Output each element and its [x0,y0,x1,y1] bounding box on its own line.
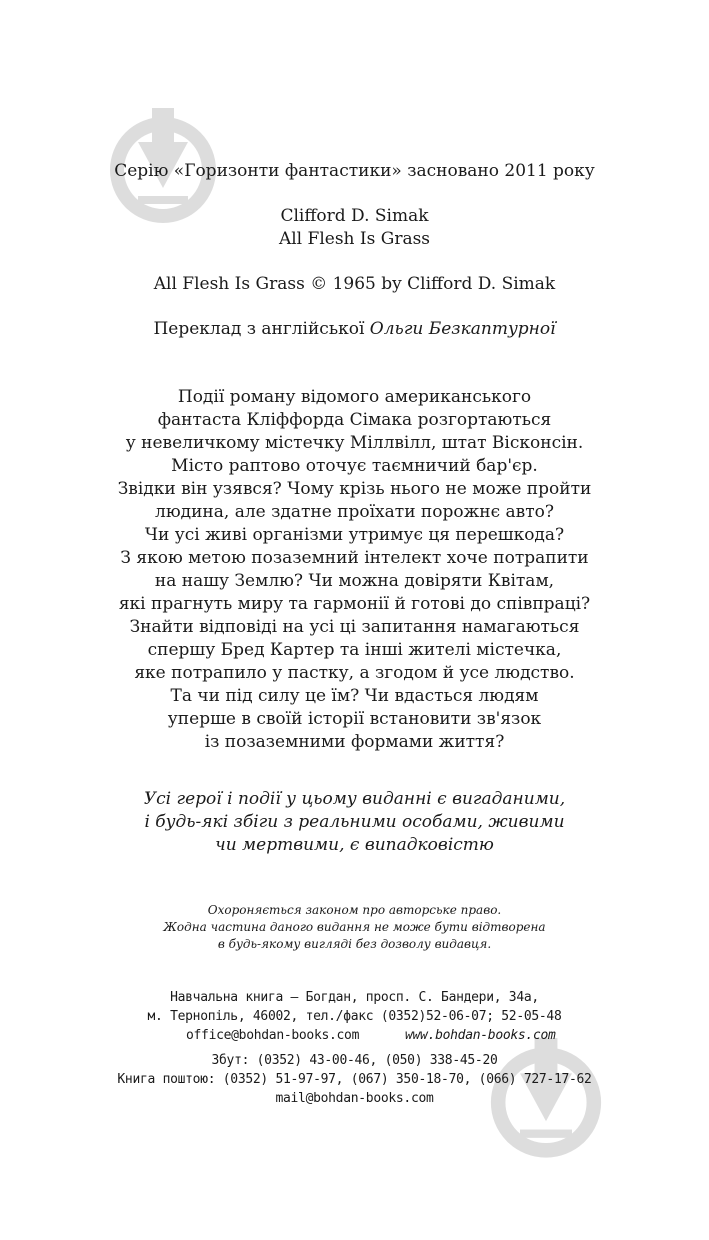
translator-name: Ольги Безкаптурної [369,319,556,339]
annotation-line: яке потрапило у пастку, а згодом й усе людство. [134,663,575,683]
disclaimer-line: чи мертвими, є випадковістю [215,835,494,855]
publisher-city-phone: м. Тернопіль, 46002, тел./факс (0352)52-06-07; 52-05-48 [147,1009,562,1024]
annotation-line: у невеличкому містечку Міллвілл, штат Вісконсін. [125,433,584,453]
annotation-line: фантаста Кліффорда Сімака розгортаються [157,410,552,430]
publisher-address: Навчальна книга — Богдан, просп. С. Бандери, 34а, [170,990,539,1005]
mail-email[interactable]: mail@bohdan-books.com [275,1091,434,1106]
publisher-website[interactable]: www.bohdan-books.com [405,1028,556,1043]
annotation-line: Знайти відповіді на усі ці запитання намагаються [129,617,580,637]
series-line: Серію «Горизонти фантастики» засновано 2011 року [114,161,595,181]
translation-prefix: Переклад з англійської [153,319,365,339]
annotation-line: Місто раптово оточує таємничий бар'єр. [171,456,538,476]
disclaimer-line: і будь-які збіги з реальними особами, живими [144,812,565,832]
translation-credit [0,319,709,339]
publisher-email[interactable]: office@bohdan-books.com [186,1028,360,1043]
annotation-line: Звідки він узявся? Чому крізь нього не може пройти [117,479,592,499]
annotation-line: людина, але здатне проїхати порожнє авто? [155,502,554,522]
sales-phones: Збут: (0352) 43-00-46, (050) 338-45-20 [211,1053,498,1068]
annotation-line: на нашу Землю? Чи можна довіряти Квітам, [154,571,555,591]
original-title: All Flesh Is Grass [278,229,431,249]
annotation-line: Та чи під силу це їм? Чи вдасться людям [170,686,539,706]
original-author: Clifford D. Simak [280,206,429,226]
annotation-line: Чи усі живі організми утримує ця перешкода? [144,525,565,545]
copyright-line: All Flesh Is Grass © 1965 by Clifford D. Simak [153,274,556,294]
copyright-notice-line: Жодна частина даного видання не може бути відтворена [163,920,546,934]
annotation-line: З якою метою позаземний інтелект хоче потрапити [120,548,589,568]
annotation-line: спершу Бред Картер та інші жителі містечка, [147,640,562,660]
copyright-notice-line: Охороняється законом про авторське право. [207,903,502,917]
mail-order-phones: Книга поштою: (0352) 51-97-97, (067) 350-18-70, (066) 727-17-62 [117,1072,592,1087]
annotation-line: Події роману відомого американського [177,387,532,407]
annotation-line: із позаземними формами життя? [204,732,505,752]
annotation-line: які прагнуть миру та гармонії й готові до співпраці? [118,594,591,614]
annotation-line: уперше в своїй історії встановити зв'язок [167,709,542,729]
copyright-notice-line: в будь-якому вигляді без дозволу видавця. [217,937,492,951]
publisher-contacts [0,1028,709,1046]
disclaimer-line: Усі герої і події у цьому виданні є вигаданими, [143,789,566,809]
